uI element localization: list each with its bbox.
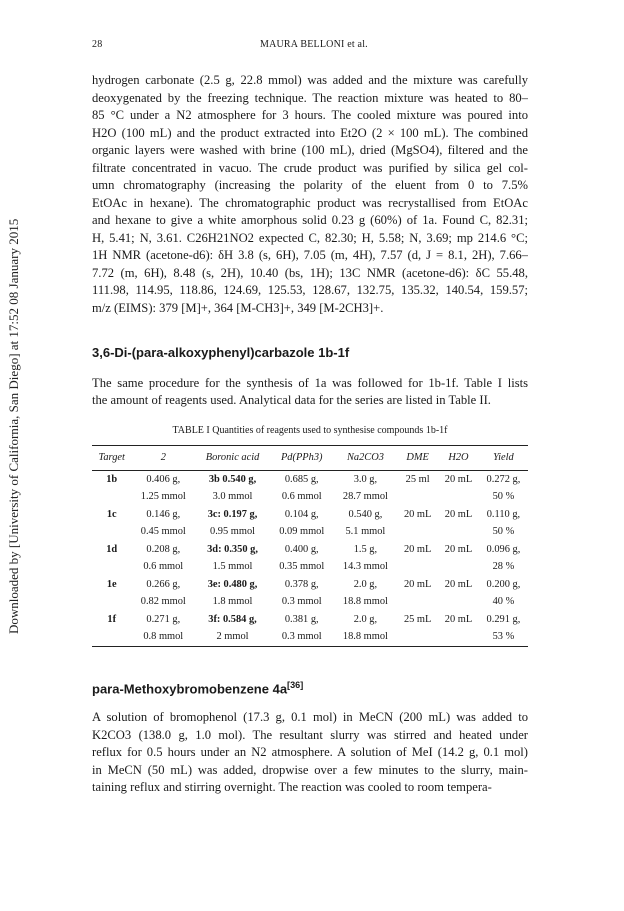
table-cell: 0.8 mmol [131,628,195,646]
table-header-cell: Target [92,446,131,471]
table-cell: 0.95 mmol [210,526,256,537]
table-cell: 1e [106,578,117,590]
table-cell: 20 mL [444,543,473,555]
paragraph-synthesis-1a [92,72,528,317]
table-cell: 14.3 mmol [342,561,388,572]
table-cell: 2.0 g, [353,613,378,625]
table-cell [92,628,131,646]
table-row [92,576,528,594]
section-heading-1b-1f: 3,6-Di-(para-alkoxyphenyl)carbazole 1b-1f [92,345,350,360]
table-cell: 20 mL [444,473,473,485]
paragraph1-line: and hexane to give a white amorphous solid 0.23 g (60%) of 1a. Found C, 82.31; [92,213,528,227]
table-cell: 0.208 g, [146,543,181,555]
table-cell: 0.146 g, [146,508,181,520]
table-row [92,488,528,506]
table-cell: 0.266 g, [146,578,181,590]
table-cell: 1d [106,543,118,555]
table-header-cell: H2O [438,446,479,471]
table-row [92,523,528,541]
table-cell [438,628,479,646]
table-row [92,541,528,559]
table-cell: 2.0 g, [353,578,378,590]
table-cell: 3f: 0.584 g, [208,613,257,625]
table-cell: 40 % [492,596,515,607]
table-cell: 0.272 g, [486,473,521,485]
table-cell: 0.3 mmol [281,596,322,607]
table-cell: 1.8 mmol [212,596,253,607]
table-cell [397,558,438,576]
table-cell [92,523,131,541]
table-cell: 53 % [479,628,528,646]
table-cell: 0.6 mmol [143,561,184,572]
table-header-cell: Boronic acid [195,446,270,471]
table-cell [438,593,479,611]
reagents-table [92,445,528,647]
table-cell: 0.45 mmol [140,526,186,537]
table-cell: 0.685 g, [284,473,319,485]
table-cell: 1.25 mmol [140,491,186,502]
section-heading-4a [92,677,528,698]
table-cell: 5.1 mmol [345,526,386,537]
paragraph1-line: m/z (EIMS): 379 [M]+, 364 [M-CH3]+, 349 [M-2CH3]+. [92,300,384,315]
table-cell: 0.378 g, [284,578,319,590]
table-row [92,558,528,576]
table-cell: 18.8 mmol [342,596,388,607]
table-cell: 3.0 mmol [212,491,253,502]
table-cell: 20 mL [444,508,473,520]
paragraph-synthesis-4a [92,709,528,797]
table-cell: 0.104 g, [284,508,319,520]
paragraph1-line: 7.72 (m, 6H), 8.48 (s, 2H), 10.40 (bs, 1H); 13C NMR (acetone-d6): δC 55.48, [92,265,528,280]
paragraph1-line: umn chromatography (increasing the polarity of the eluent from 0 to 7.5% [92,178,528,192]
table-cell: 0.540 g, [348,508,383,520]
table-cell [438,488,479,506]
table-cell: 0.82 mmol [140,596,186,607]
table-header-cell: Pd(PPh3) [270,446,334,471]
table-row [92,506,528,524]
table-row [92,593,528,611]
table-cell: 0.6 mmol [281,491,322,502]
table-cell [397,593,438,611]
paragraph3-line: K2CO3 (138.0 g, 1.0 mol). The resultant slurry was stirred and heated under [92,727,528,742]
table-cell: 1.5 mmol [212,561,253,572]
table-cell: 3.0 g, [353,473,378,485]
heading-4a-text: para-Methoxybromobenzene 4a [92,680,288,696]
table-cell: 1f [107,613,117,625]
table-cell: 3d: 0.350 g, [207,543,258,555]
table-cell: 50 % [492,491,515,502]
paragraph1-line: 111.98, 114.95, 118.86, 124.69, 125.53, 128.67, 132.75, 135.32, 140.54, 159.57; [92,283,528,297]
paragraph3-line: A solution of bromophenol (17.3 g, 0.1 mol) in MeCN (200 mL) was added to [92,710,528,725]
table-cell: 2 mmol [195,628,270,646]
article-body [92,72,528,797]
table-cell [92,593,131,611]
table-header-cell: Yield [479,446,528,471]
table-cell: 0.381 g, [284,613,319,625]
paragraph1-line: H2O (100 mL) and the product extracted into Et2O (2 × 100 mL). The combined [92,125,528,140]
table-cell: 1.5 g, [353,543,378,555]
paragraph2-line: the amount of reagents used. Analytical data for the series are listed in Table II. [92,393,491,407]
table-cell: 28.7 mmol [342,491,388,502]
page-number: 28 [92,39,103,50]
paragraph-synthesis-1b-1f [92,375,528,410]
table-cell: 0.096 g, [486,543,521,555]
table-cell [92,488,131,506]
table-cell: 0.09 mmol [279,526,325,537]
table-cell: 28 % [492,561,515,572]
table-cell: 20 mL [444,613,473,625]
table-row [92,470,528,488]
download-notice-text: Downloaded by [University of California, San Diego] at 17:52 08 January 2015 [6,218,21,634]
table-cell: 0.200 g, [486,578,521,590]
table-cell: 3c: 0.197 g, [207,508,258,520]
paragraph1-line: hydrogen carbonate (2.5 g, 22.8 mmol) was added and the mixture was carefully [92,73,528,87]
table-cell: 20 mL [403,578,432,590]
table-cell: 20 mL [403,543,432,555]
table-cell: 1c [106,508,117,520]
paragraph3-line: taining reflux and stirring overnight. The reaction was cooled to room tempera- [92,780,492,795]
table-cell: 3b 0.540 g, [208,473,257,485]
paragraph1-line: deoxygenated by the freezing technique. The reaction mixture was heated to 80– [92,90,528,105]
table-cell: 25 mL [403,613,432,625]
table-header-cell: Na2CO3 [334,446,398,471]
paragraph1-line: EtOAc in hexane). The chromatographic product was recrystallised from EtOAc [92,195,528,210]
paragraph1-line: 85 °C under a N2 atmosphere for 3 hours. The cooled mixture was poured into [92,108,528,122]
table-cell: 1b [106,473,118,485]
table-cell: 0.406 g, [146,473,181,485]
table-cell: 50 % [492,526,515,537]
table-cell [397,488,438,506]
running-head: MAURA BELLONI et al. [260,39,368,50]
table-cell [438,558,479,576]
table-cell: 20 mL [444,578,473,590]
table-cell: 25 ml [405,473,430,485]
paragraph2-line: The same procedure for the synthesis of 1a was followed for 1b-1f. Table I lists [92,375,528,390]
table-cell: 0.110 g, [486,508,521,520]
paragraph3-line: reflux for 0.5 hours under an N2 atmosphere. A solution of MeI (14.2 g, 0.1 mol) [92,745,528,760]
table-cell [92,558,131,576]
download-notice [6,218,26,650]
table-cell: 20 mL [403,508,432,520]
table-cell [397,628,438,646]
table-cell: 0.400 g, [284,543,319,555]
paragraph1-line: filtrate concentrated in vacuo. The crude product was purified by silica gel col- [92,160,528,175]
paragraph3-line: in MeCN (50 mL) was added, dropwise over a few minutes to the slurry, main- [92,762,528,777]
table-cell: 18.8 mmol [334,628,398,646]
paragraph1-line: 1H NMR (acetone-d6): δH 3.8 (s, 6H), 7.05 (m, 4H), 7.57 (d, J = 8.1, 2H), 7.66– [92,248,528,262]
table-cell: 3e: 0.480 g, [207,578,258,590]
table-cell: 0.291 g, [486,613,521,625]
table-row [92,628,528,646]
table-cell: 0.3 mmol [270,628,334,646]
table-cell: 0.35 mmol [279,561,325,572]
table-caption: TABLE I Quantities of reagents used to synthesise compounds 1b-1f [172,424,448,436]
table-header-cell: DME [397,446,438,471]
paragraph1-line: H, 5.41; N, 3.61. C26H21NO2 expected C, 82.30; H, 5.58; N, 3.69; mp 214.6 °C; [92,230,528,245]
table-header-cell: 2 [131,446,195,471]
table-row [92,611,528,629]
paragraph1-line: organic layers were washed with brine (100 mL), dried (MgSO4), filtered and the [92,143,528,157]
reference-36: [36] [287,679,304,690]
table-header-row [92,446,528,471]
table-cell [438,523,479,541]
table-cell: 0.271 g, [146,613,181,625]
table-cell [397,523,438,541]
